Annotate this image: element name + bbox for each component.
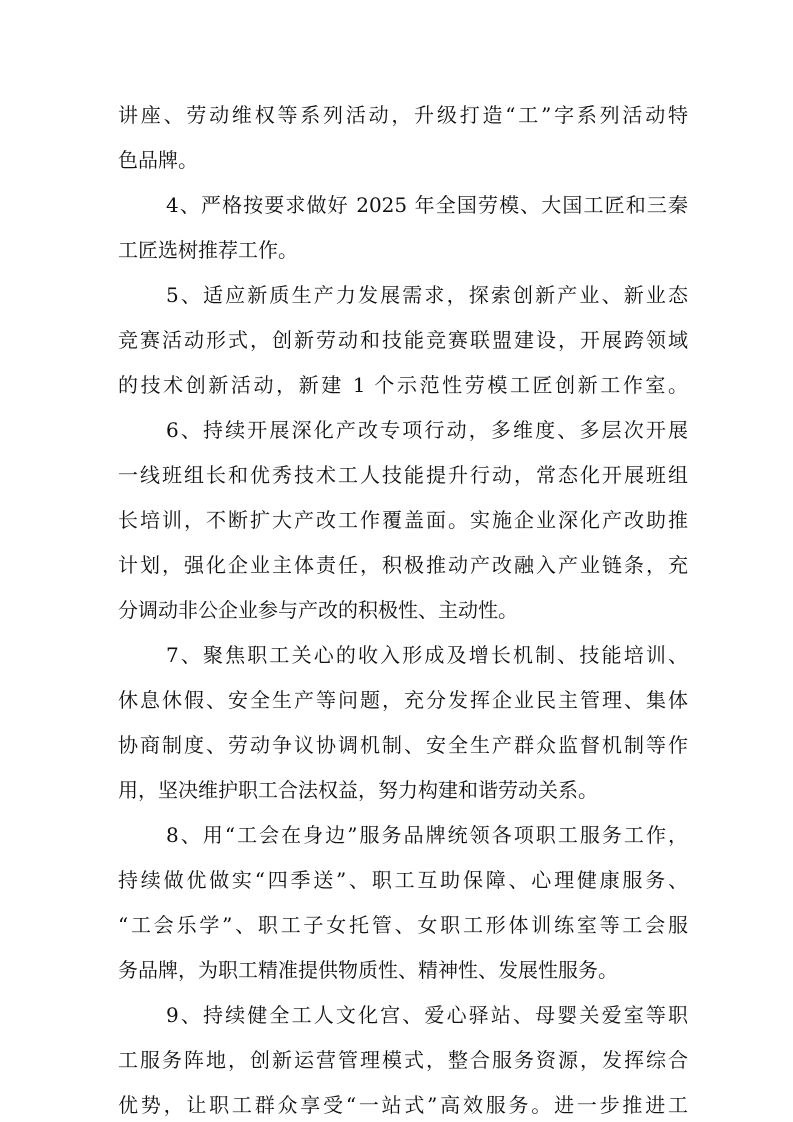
paragraph-line: 一线班组长和优秀技术工人技能提升行动，常态化开展班组 [118,463,688,487]
paragraph-line: “工会乐学”、职工子女托管、女职工形体训练室等工会服 [118,913,688,937]
paragraph-line: 优势，让职工群众享受“一站式”高效服务。进一步推进工 [118,1093,688,1117]
paragraph-line: 8、用“工会在身边”服务品牌统领各项职工服务工作， [166,823,688,847]
paragraph-line: 计划，强化企业主体责任，积极推动产改融入产业链条，充 [118,553,688,577]
paragraph-line: 长培训，不断扩大产改工作覆盖面。实施企业深化产改助推 [118,508,688,532]
paragraph-line: 4、严格按要求做好 2025 年全国劳模、大国工匠和三秦 [166,193,688,217]
paragraph-line: 工服务阵地，创新运营管理模式，整合服务资源，发挥综合 [118,1048,688,1072]
paragraph-line: 分调动非公企业参与产改的积极性、主动性。 [118,598,518,622]
paragraph-line: 休息休假、安全生产等问题，充分发挥企业民主管理、集体 [118,688,688,712]
paragraph-line: 6、持续开展深化产改专项行动，多维度、多层次开展 [166,418,688,442]
paragraph-line: 协商制度、劳动争议协调机制、安全生产群众监督机制等作 [118,733,688,757]
paragraph-line: 色品牌。 [118,148,198,172]
paragraph-line: 持续做优做实“四季送”、职工互助保障、心理健康服务、 [118,868,688,892]
paragraph-line: 务品牌，为职工精准提供物质性、精神性、发展性服务。 [118,958,618,982]
paragraph-line: 5、适应新质生产力发展需求，探索创新产业、新业态 [166,283,688,307]
paragraph-line: 9、持续健全工人文化宫、爱心驿站、母婴关爱室等职 [166,1003,688,1027]
paragraph-line: 竞赛活动形式，创新劳动和技能竞赛联盟建设，开展跨领域 [118,328,688,352]
paragraph-line: 工匠选树推荐工作。 [118,238,298,262]
paragraph-line: 7、聚焦职工关心的收入形成及增长机制、技能培训、 [166,643,688,667]
paragraph-line: 讲座、劳动维权等系列活动，升级打造“工”字系列活动特 [118,103,688,127]
paragraph-line: 用，坚决维护职工合法权益，努力构建和谐劳动关系。 [118,778,598,802]
paragraph-line: 的技术创新活动，新建 1 个示范性劳模工匠创新工作室。 [118,373,688,397]
